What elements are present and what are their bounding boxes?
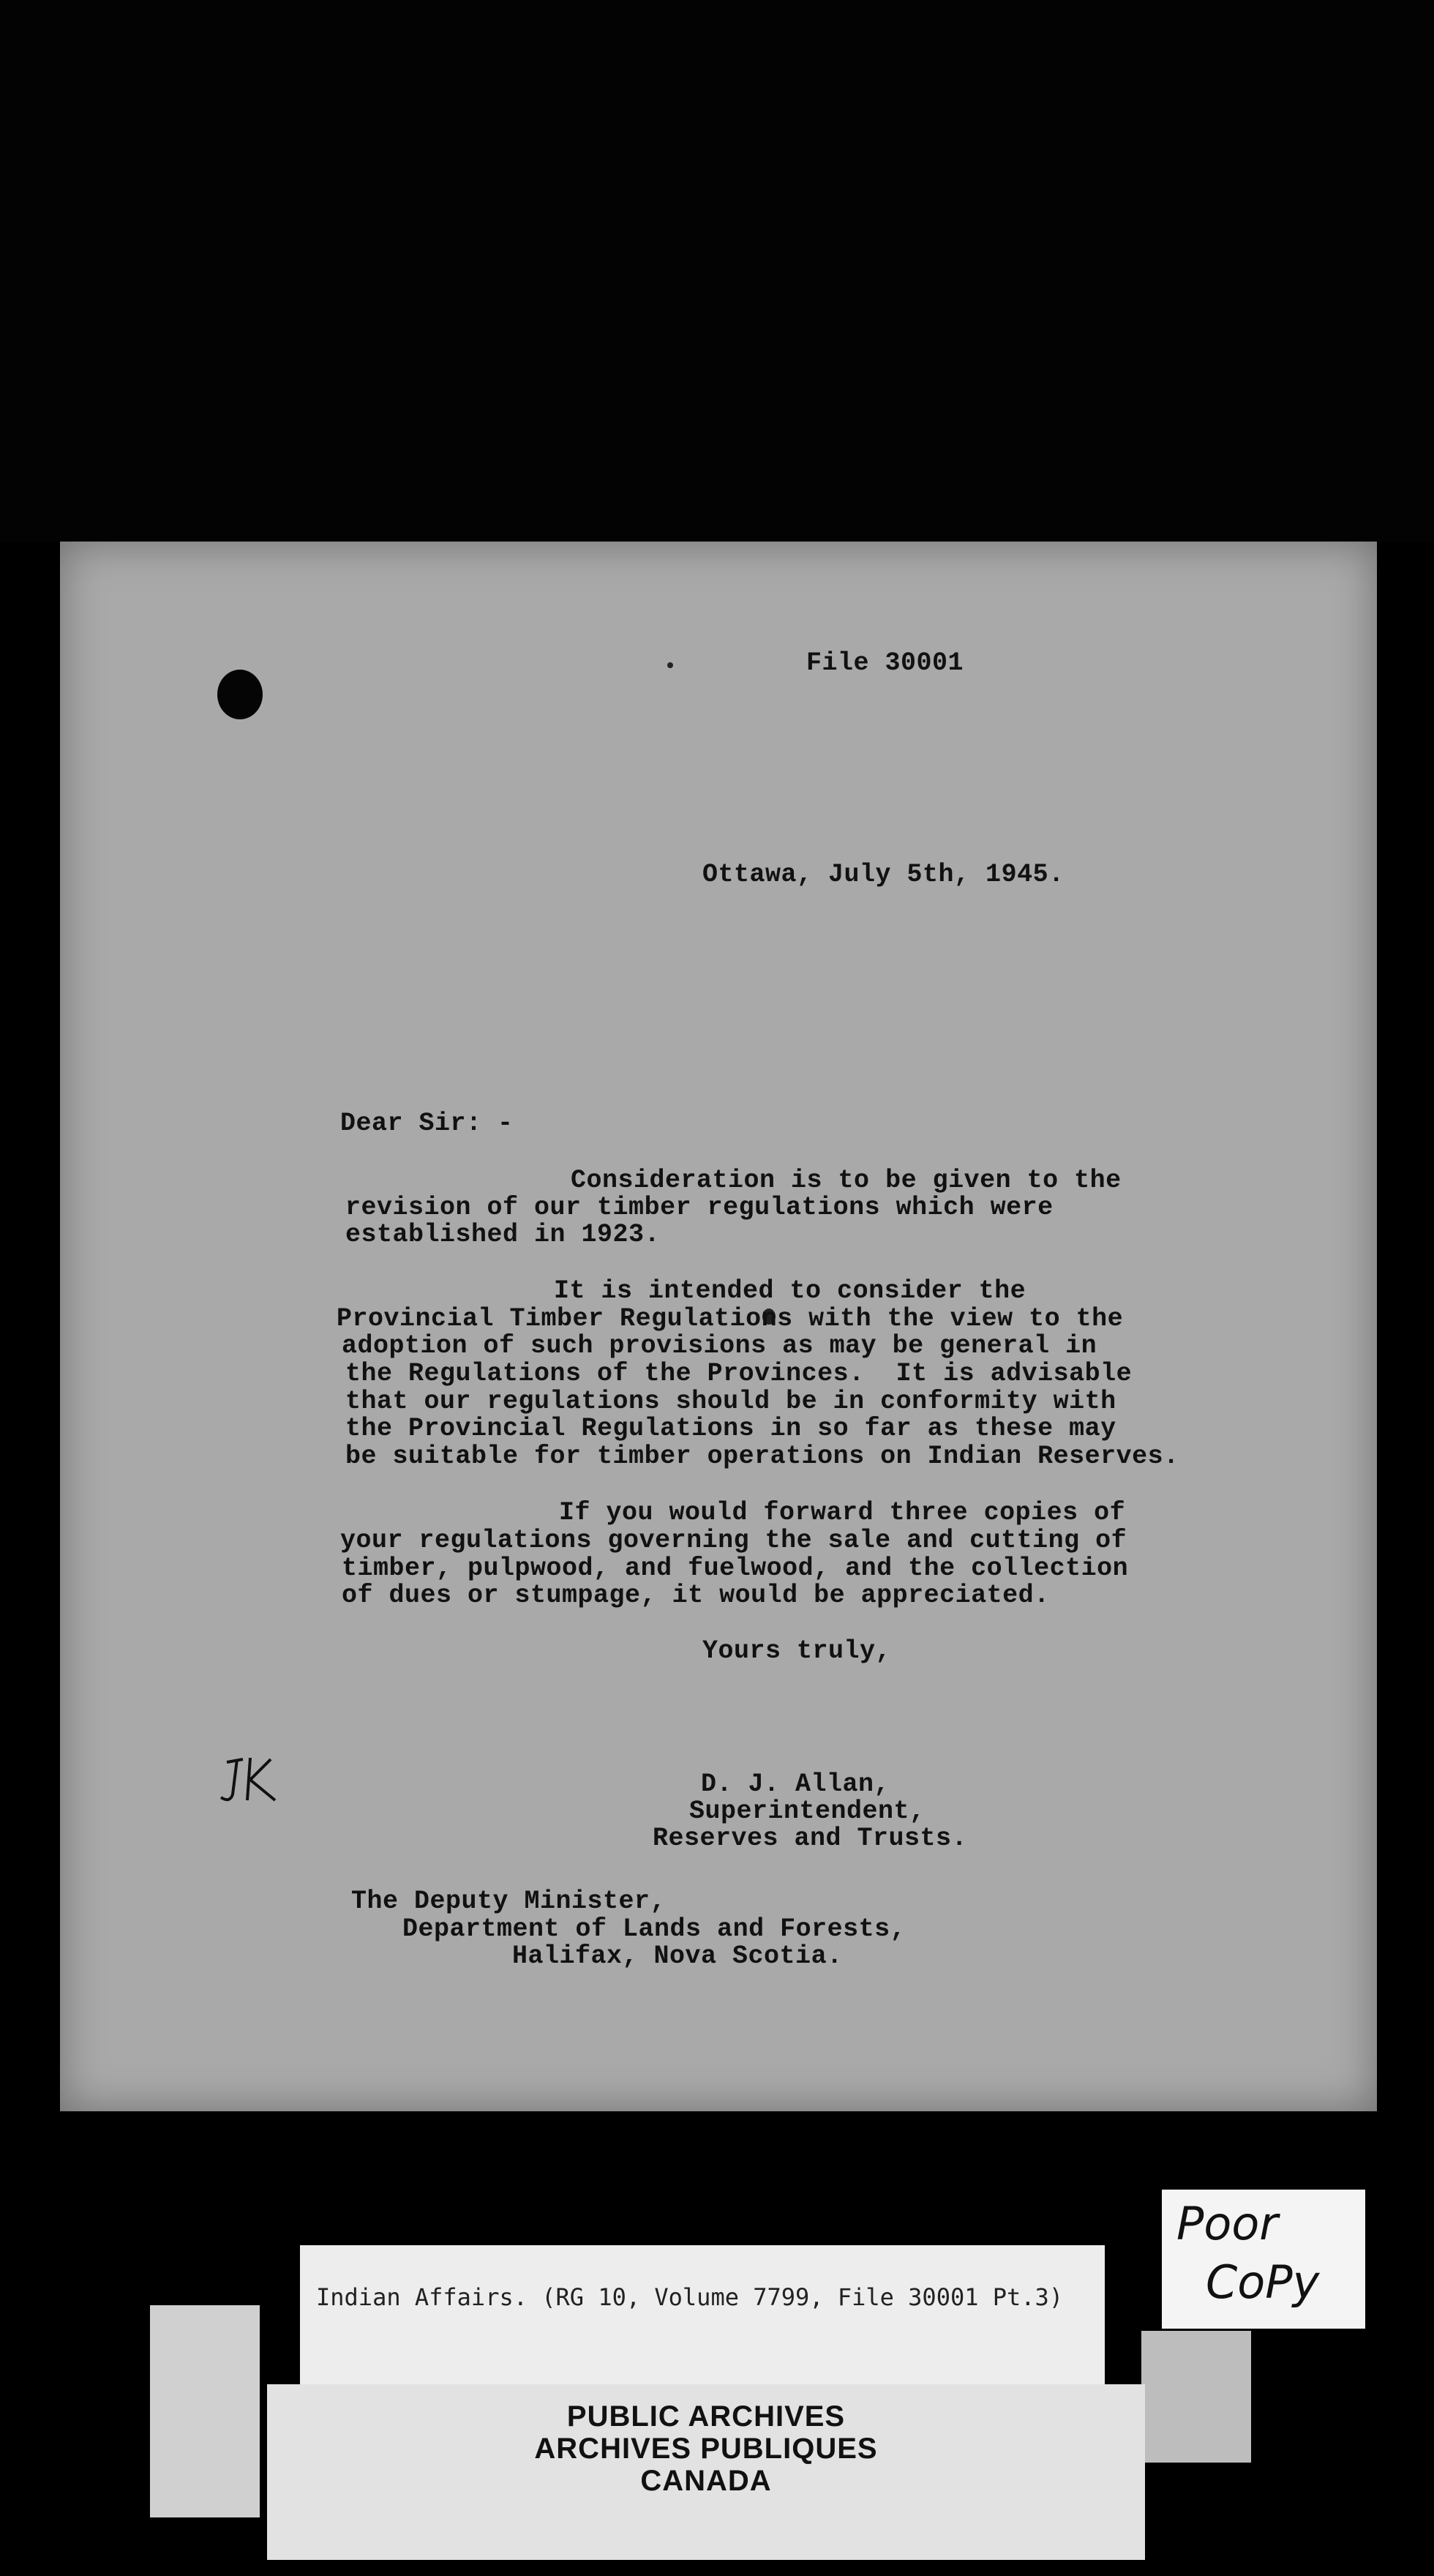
signer-branch: Reserves and Trusts. bbox=[653, 1824, 968, 1853]
archive-stamp bbox=[267, 2384, 1145, 2560]
letter-page bbox=[60, 542, 1377, 2111]
text-line: timber, pulpwood, and fuelwood, and the collection bbox=[342, 1554, 1129, 1583]
side-tab bbox=[1141, 2331, 1251, 2463]
text-line: your regulations governing the sale and cutting of bbox=[340, 1526, 1127, 1555]
signer-title: Superintendent, bbox=[689, 1797, 926, 1826]
stamp-line: CANADA bbox=[640, 2465, 772, 2497]
text-line: be suitable for timber operations on Indian Reserves. bbox=[345, 1442, 1179, 1471]
closing: Yours truly, bbox=[702, 1636, 892, 1666]
stamp-line: ARCHIVES PUBLIQUES bbox=[534, 2433, 878, 2465]
speck bbox=[667, 662, 673, 668]
recipient-line: Halifax, Nova Scotia. bbox=[512, 1942, 843, 1971]
text-line: the Regulations of the Provinces. It is advisable bbox=[345, 1359, 1133, 1388]
text-line: Consideration is to be given to the bbox=[571, 1166, 1122, 1195]
side-tab bbox=[150, 2305, 260, 2517]
dateline: Ottawa, July 5th, 1945. bbox=[702, 860, 1065, 889]
handwritten-initials bbox=[214, 1749, 294, 1815]
recipient-line: The Deputy Minister, bbox=[351, 1887, 667, 1916]
signer-name: D. J. Allan, bbox=[701, 1770, 890, 1799]
archive-reference-label bbox=[300, 2245, 1105, 2392]
text-line: If you would forward three copies of bbox=[559, 1498, 1126, 1527]
file-reference: File 30001 bbox=[806, 648, 964, 678]
text-line: of dues or stumpage, it would be appreciated. bbox=[342, 1581, 1050, 1610]
text-line: the Provincial Regulations in so far as these may bbox=[345, 1414, 1116, 1443]
note-line: CoPy bbox=[1206, 2255, 1320, 2309]
text-line: that our regulations should be in conformity with bbox=[345, 1387, 1116, 1416]
recipient-line: Department of Lands and Forests, bbox=[402, 1914, 906, 1944]
punch-hole bbox=[217, 670, 263, 719]
text-line: It is intended to consider the bbox=[554, 1276, 1026, 1306]
text-line: adoption of such provisions as may be general in bbox=[342, 1331, 1097, 1360]
text-line: revision of our timber regulations which were bbox=[345, 1193, 1054, 1222]
salutation: Dear Sir: - bbox=[340, 1109, 514, 1138]
text-line: Provincial Timber Regulations with the view to the bbox=[337, 1304, 1124, 1333]
note-line: Poor bbox=[1176, 2197, 1278, 2250]
text-line: established in 1923. bbox=[345, 1220, 661, 1249]
poor-copy-note bbox=[1162, 2190, 1365, 2329]
stamp-line: PUBLIC ARCHIVES bbox=[566, 2400, 846, 2433]
archive-reference: Indian Affairs. (RG 10, Volume 7799, File 30001 Pt.3) bbox=[316, 2283, 1064, 2311]
film-border-top bbox=[0, 0, 1434, 542]
